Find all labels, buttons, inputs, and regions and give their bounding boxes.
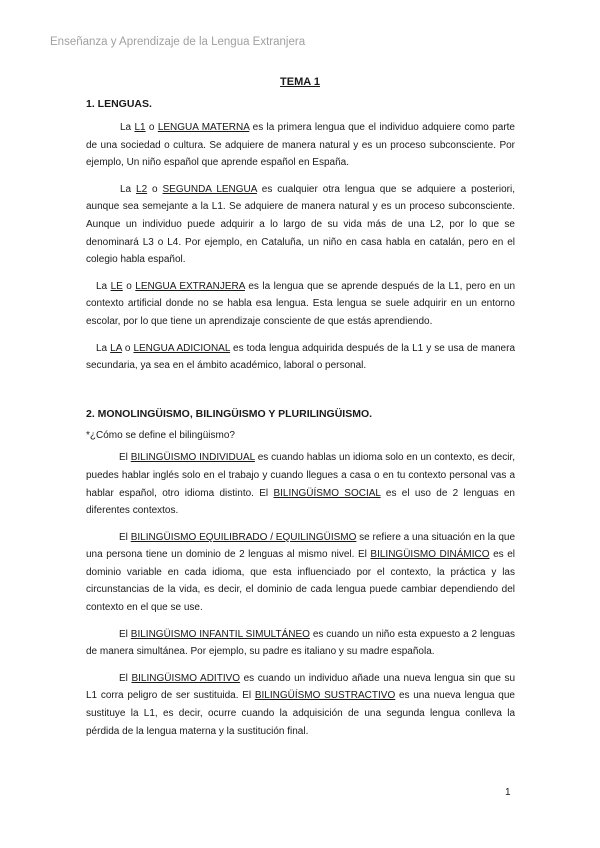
paragraph-l1 <box>86 119 515 172</box>
paragraph-l2 <box>86 181 515 269</box>
page-title: TEMA 1 <box>280 76 320 88</box>
paragraph-bilinguismo-infantil <box>86 626 515 661</box>
text-run: La <box>96 342 111 354</box>
text-run: es la primera lengua que el individuo adquiere como parte de una sociedad o cultura. Se adquiere de manera natural y es un proceso subconsciente. Por ejemplo, Un niño español que aprende español en España. <box>86 122 515 169</box>
paragraph-la <box>86 340 515 375</box>
paragraph-bilinguismo-aditivo <box>86 670 515 740</box>
term-l2: L2 <box>136 183 148 195</box>
text-run: La <box>120 183 137 195</box>
section-heading-lenguas: 1. LENGUAS. <box>86 98 152 110</box>
text-run: es cuando hablas un idioma solo en un contexto, es decir, puedes hablar inglés solo en el trabajo y cuando llegues a casa o en tu contexto personal vas a hablar español, otro idioma distinto. El <box>86 452 515 499</box>
term-le: LE <box>110 280 123 292</box>
text-run: o <box>121 342 134 354</box>
text-run: es la lengua que se aprende después de la L1, pero en un contexto artificial donde no se habla esa lengua. Esta lengua se suele adquirir en un entorno escolar, por lo que tiene un aprendizaje consciente de que estás aprendiendo. <box>86 280 516 327</box>
text-run: La <box>120 122 135 133</box>
question-line: *¿Cómo se define el bilingüismo? <box>86 429 235 441</box>
text-run: es el dominio variable en cada idioma, que esta influenciado por el contexto, la práctica y las circunstancias de la vida, es decir, el dominio de cada lengua puede cambiar dependiendo del contexto en el que se use. <box>86 549 515 614</box>
term-lengua-adicional: LENGUA ADICIONAL <box>133 342 231 354</box>
term-bilinguismo-aditivo: BILINGÜISMO ADITIVO <box>131 672 241 684</box>
running-header: Enseñanza y Aprendizaje de la Lengua Extranjera <box>50 36 306 48</box>
text-run: es cuando un niño esta expuesto a 2 lenguas de manera simultánea. Por ejemplo, su padre es italiano y su madre española. <box>86 628 516 658</box>
text-run: La <box>96 280 111 292</box>
page-number: 1 <box>505 787 511 798</box>
term-bilinguismo-sustractivo: BILINGÜÍSMO SUSTRACTIVO <box>254 690 396 702</box>
term-lengua-materna: LENGUA MATERNA <box>157 122 250 133</box>
paragraph-bilinguismo-individual <box>86 449 515 519</box>
text-run: se refiere a una situación en la que una persona tiene un dominio de 2 lenguas al mismo nivel. El <box>86 531 515 561</box>
text-run: es toda lengua adquirida después de la L1 y se usa de manera secundaria, ya sea en el ámbito académico, laboral o personal. <box>86 342 516 372</box>
term-bilinguismo-equilibrado: BILINGÜISMO EQUILIBRADO / EQUILINGÜISMO <box>130 531 357 543</box>
text-run: es una nueva lengua que sustituye la L1, es decir, ocurre cuando la adquisición de una segunda lengua conlleva la pérdida de la lengua materna y la sustitución final. <box>86 690 515 737</box>
text-run: o <box>147 183 163 195</box>
text-run: es el uso de 2 lenguas en diferentes contextos. <box>86 487 515 517</box>
text-run: es cuando un individuo añade una nueva lengua sin que su L1 corra peligro de ser sustituida. El <box>86 672 516 702</box>
term-bilinguismo-social: BILINGÜÍSMO SOCIAL <box>273 487 381 499</box>
term-la: LA <box>110 342 122 354</box>
text-run: es cualquier otra lengua que se adquiere a posteriori, aunque sea semejante a la L1. Se adquiere de manera natural y es un proceso subconsciente. Aunque un individuo puede adquirir a lo largo de su vida más de una L2, por lo que se denominará L3 o L4. Por ejemplo, en Cataluña, un niño en casa habla en catalán, pero en el colegio habla español. <box>86 183 515 266</box>
text-run: El <box>119 452 131 464</box>
paragraph-bilinguismo-equilibrado <box>86 529 515 617</box>
text-run: El <box>119 531 131 543</box>
text-run: o <box>122 280 136 292</box>
term-l1: L1 <box>134 122 146 133</box>
term-bilinguismo-infantil-simultaneo: BILINGÜISMO INFANTIL SIMULTÁNEO <box>130 628 310 640</box>
text-run: El <box>119 628 131 640</box>
term-bilinguismo-individual: BILINGÜISMO INDIVIDUAL <box>130 452 255 464</box>
section-heading-bilinguismo: 2. MONOLINGÜISMO, BILINGÜISMO Y PLURILINGÜISMO. <box>86 407 373 420</box>
term-lengua-extranjera: LENGUA EXTRANJERA <box>135 280 245 292</box>
term-bilinguismo-dinamico: BILINGÜISMO DINÁMICO <box>370 549 490 561</box>
document-body <box>86 96 515 740</box>
text-run: El <box>119 672 132 684</box>
term-segunda-lengua: SEGUNDA LENGUA <box>162 183 257 195</box>
text-run: o <box>145 122 158 133</box>
paragraph-le <box>86 278 515 331</box>
